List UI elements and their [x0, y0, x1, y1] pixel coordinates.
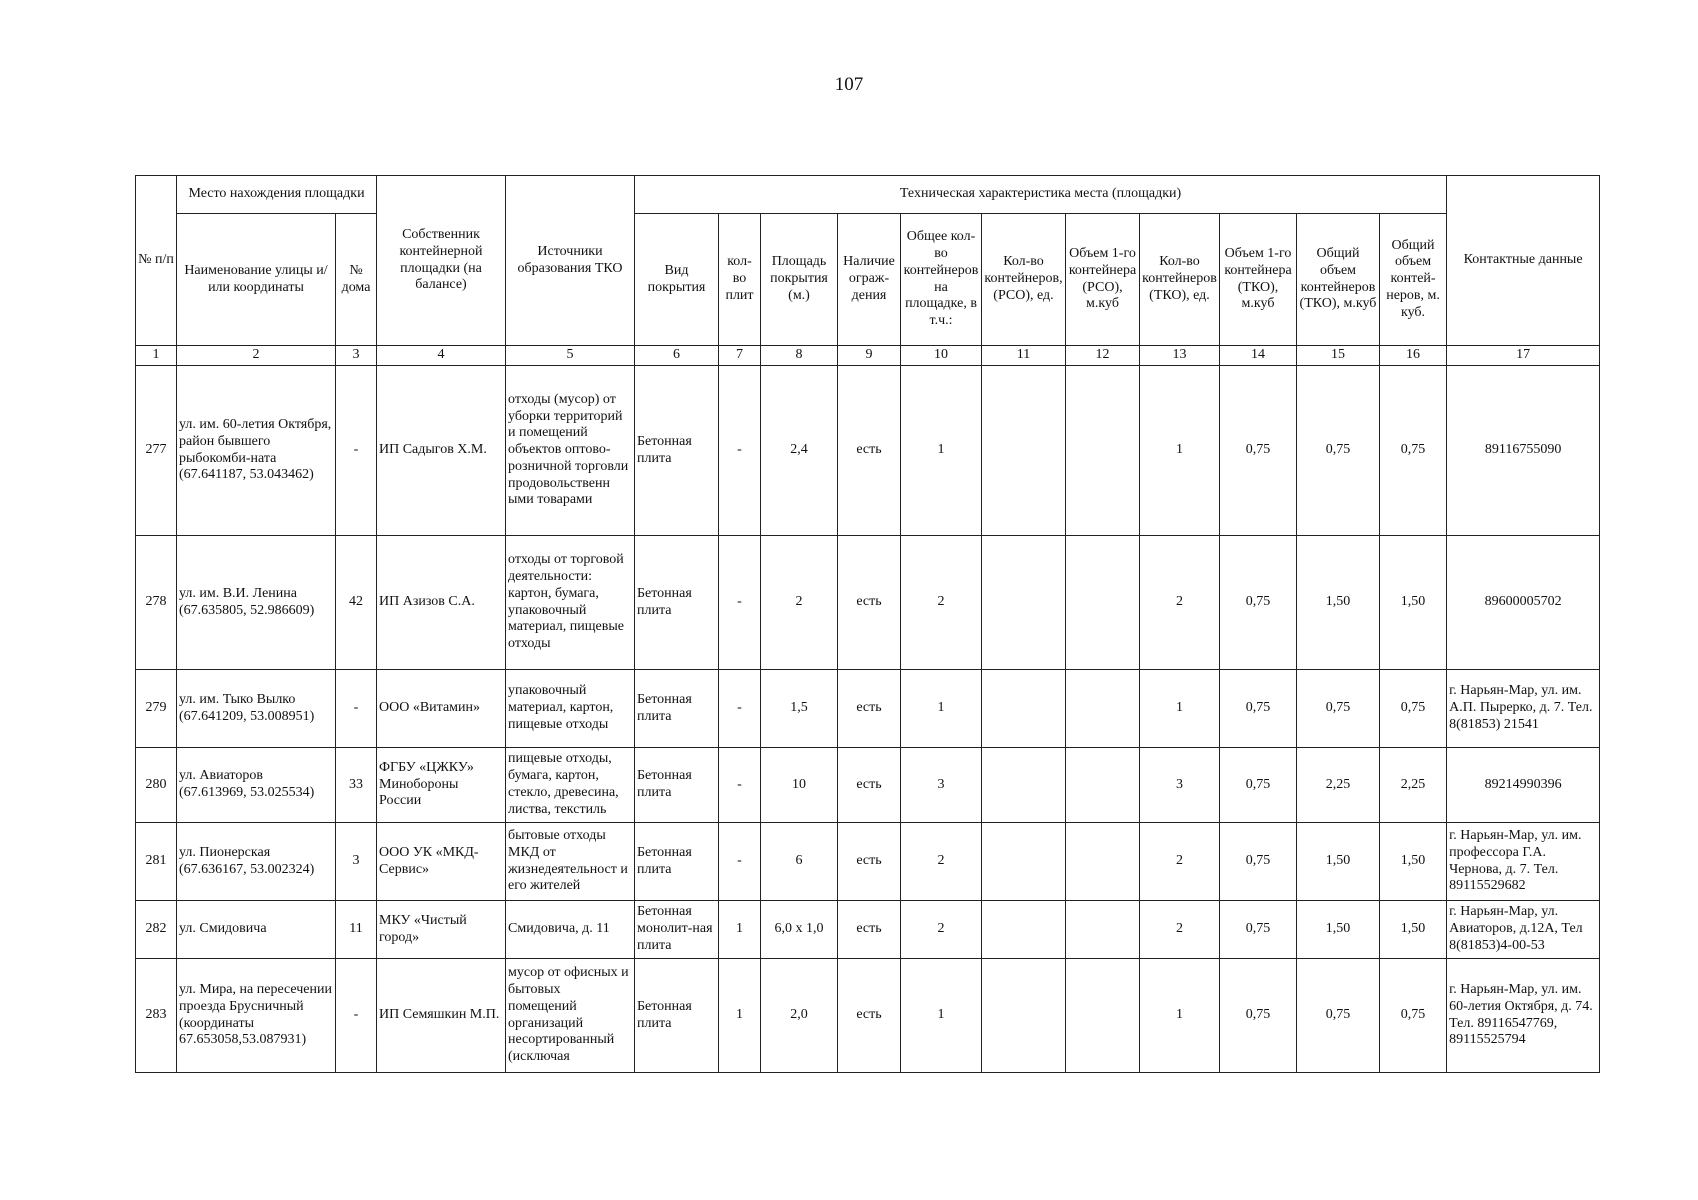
column-number: 6 [635, 346, 719, 366]
tko-volume-cell: 0,75 [1220, 748, 1297, 823]
sources-cell: отходы (мусор) от уборки территорий и помещений объектов оптово-розничной торговли продовольственн ыми товарами [506, 366, 635, 536]
owner-cell: ООО УК «МКД-Сервис» [377, 823, 506, 901]
header-tko-volume: Объем 1-го контейнера (ТКО), м.куб [1220, 214, 1297, 346]
column-number: 3 [336, 346, 377, 366]
container-sites-table [135, 175, 1600, 1073]
tko-total-volume-cell: 0,75 [1297, 959, 1380, 1073]
rso-count-cell [982, 901, 1066, 959]
column-number: 12 [1066, 346, 1140, 366]
rso-volume-cell [1066, 536, 1140, 670]
area-cell: 10 [761, 748, 838, 823]
row-number: 280 [136, 748, 177, 823]
street-cell: ул. Авиаторов (67.613969, 53.025534) [177, 748, 336, 823]
sources-cell: пищевые отходы, бумага, картон, стекло, древесина, листва, текстиль [506, 748, 635, 823]
total-volume-cell: 1,50 [1380, 536, 1447, 670]
tko-count-cell: 1 [1140, 670, 1220, 748]
tko-volume-cell: 0,75 [1220, 536, 1297, 670]
slabs-cell: - [719, 748, 761, 823]
fence-cell: есть [838, 536, 901, 670]
table-row [136, 366, 1600, 536]
column-number: 13 [1140, 346, 1220, 366]
total-volume-cell: 1,50 [1380, 823, 1447, 901]
header-street: Наименование улицы и/или координаты [177, 214, 336, 346]
cover-cell: Бетонная плита [635, 959, 719, 1073]
area-cell: 2,0 [761, 959, 838, 1073]
tko-volume-cell: 0,75 [1220, 670, 1297, 748]
slabs-cell: 1 [719, 959, 761, 1073]
fence-cell: есть [838, 823, 901, 901]
slabs-cell: - [719, 670, 761, 748]
slabs-cell: 1 [719, 901, 761, 959]
contacts-cell: г. Нарьян-Мар, ул. им. профессора Г.А. Чернова, д. 7. Тел. 89115529682 [1447, 823, 1600, 901]
total-containers-cell: 1 [901, 366, 982, 536]
row-number: 279 [136, 670, 177, 748]
cover-cell: Бетонная плита [635, 366, 719, 536]
cover-cell: Бетонная плита [635, 823, 719, 901]
street-cell: ул. им. Тыко Вылко (67.641209, 53.008951) [177, 670, 336, 748]
sources-cell: мусор от офисных и бытовых помещений организаций несортированный (исключая [506, 959, 635, 1073]
total-containers-cell: 2 [901, 823, 982, 901]
rso-count-cell [982, 959, 1066, 1073]
tko-total-volume-cell: 1,50 [1297, 536, 1380, 670]
house-cell: - [336, 366, 377, 536]
header-rso-volume: Объем 1-го контейнера (РСО), м.куб [1066, 214, 1140, 346]
street-cell: ул. им. В.И. Ленина (67.635805, 52.986609) [177, 536, 336, 670]
tko-volume-cell: 0,75 [1220, 901, 1297, 959]
sources-cell: бытовые отходы МКД от жизнедеятельност и его жителей [506, 823, 635, 901]
cover-cell: Бетонная плита [635, 670, 719, 748]
street-cell: ул. Пионерская (67.636167, 53.002324) [177, 823, 336, 901]
area-cell: 2 [761, 536, 838, 670]
total-containers-cell: 1 [901, 959, 982, 1073]
header-total-containers: Общее кол-во контейнеров на площадке, в т.ч.: [901, 214, 982, 346]
header-fence: Наличие ограж-дения [838, 214, 901, 346]
fence-cell: есть [838, 670, 901, 748]
total-volume-cell: 0,75 [1380, 959, 1447, 1073]
area-cell: 2,4 [761, 366, 838, 536]
cover-cell: Бетонная плита [635, 748, 719, 823]
table-row [136, 670, 1600, 748]
column-number: 16 [1380, 346, 1447, 366]
cover-cell: Бетонная монолит-ная плита [635, 901, 719, 959]
rso-count-cell [982, 670, 1066, 748]
column-number: 4 [377, 346, 506, 366]
fence-cell: есть [838, 366, 901, 536]
area-cell: 6,0 х 1,0 [761, 901, 838, 959]
tko-count-cell: 2 [1140, 536, 1220, 670]
tko-count-cell: 3 [1140, 748, 1220, 823]
header-tko-count: Кол-во контейнеров (ТКО), ед. [1140, 214, 1220, 346]
house-cell: 42 [336, 536, 377, 670]
header-slabs: кол-во плит [719, 214, 761, 346]
rso-count-cell [982, 748, 1066, 823]
rso-volume-cell [1066, 959, 1140, 1073]
column-number: 1 [136, 346, 177, 366]
cover-cell: Бетонная плита [635, 536, 719, 670]
row-number: 278 [136, 536, 177, 670]
rso-volume-cell [1066, 366, 1140, 536]
fence-cell: есть [838, 959, 901, 1073]
table-row [136, 823, 1600, 901]
rso-volume-cell [1066, 748, 1140, 823]
contacts-cell: 89600005702 [1447, 536, 1600, 670]
contacts-cell: г. Нарьян-Мар, ул. им. 60-летия Октября, д. 74. Тел. 89116547769, 89115525794 [1447, 959, 1600, 1073]
contacts-cell: 89116755090 [1447, 366, 1600, 536]
header-cover-type: Вид покрытия [635, 214, 719, 346]
column-number: 2 [177, 346, 336, 366]
total-volume-cell: 0,75 [1380, 670, 1447, 748]
header-owner: Собственник контейнерной площадки (на балансе) [377, 176, 506, 346]
fence-cell: есть [838, 748, 901, 823]
tko-total-volume-cell: 0,75 [1297, 366, 1380, 536]
owner-cell: ООО «Витамин» [377, 670, 506, 748]
tko-count-cell: 2 [1140, 823, 1220, 901]
rso-count-cell [982, 536, 1066, 670]
rso-volume-cell [1066, 823, 1140, 901]
house-cell: 33 [336, 748, 377, 823]
column-number: 17 [1447, 346, 1600, 366]
column-number: 9 [838, 346, 901, 366]
tko-count-cell: 1 [1140, 959, 1220, 1073]
table-row [136, 536, 1600, 670]
total-containers-cell: 2 [901, 901, 982, 959]
header-location-group: Место нахождения площадки [177, 176, 377, 214]
column-number: 11 [982, 346, 1066, 366]
total-volume-cell: 0,75 [1380, 366, 1447, 536]
column-number: 7 [719, 346, 761, 366]
table-row [136, 901, 1600, 959]
header-sources: Источники образования ТКО [506, 176, 635, 346]
tko-volume-cell: 0,75 [1220, 959, 1297, 1073]
column-number: 14 [1220, 346, 1297, 366]
fence-cell: есть [838, 901, 901, 959]
rso-volume-cell [1066, 670, 1140, 748]
rso-count-cell [982, 823, 1066, 901]
row-number: 277 [136, 366, 177, 536]
owner-cell: ИП Азизов С.А. [377, 536, 506, 670]
tko-volume-cell: 0,75 [1220, 823, 1297, 901]
sources-cell: упаковочный материал, картон, пищевые отходы [506, 670, 635, 748]
header-total-volume: Общий объем контей-неров, м. куб. [1380, 214, 1447, 346]
header-house: № дома [336, 214, 377, 346]
header-contacts: Контактные данные [1447, 176, 1600, 346]
house-cell: 11 [336, 901, 377, 959]
header-rso-count: Кол-во контейнеров, (РСО), ед. [982, 214, 1066, 346]
owner-cell: ИП Садыгов Х.М. [377, 366, 506, 536]
tko-total-volume-cell: 1,50 [1297, 823, 1380, 901]
street-cell: ул. им. 60-летия Октября, район бывшего рыбокомби-ната (67.641187, 53.043462) [177, 366, 336, 536]
column-number: 10 [901, 346, 982, 366]
contacts-cell: 89214990396 [1447, 748, 1600, 823]
tko-count-cell: 1 [1140, 366, 1220, 536]
column-number: 5 [506, 346, 635, 366]
total-volume-cell: 1,50 [1380, 901, 1447, 959]
owner-cell: ИП Семяшкин М.П. [377, 959, 506, 1073]
header-tko-total-volume: Общий объем контейнеров (ТКО), м.куб [1297, 214, 1380, 346]
total-containers-cell: 3 [901, 748, 982, 823]
rso-volume-cell [1066, 901, 1140, 959]
slabs-cell: - [719, 366, 761, 536]
slabs-cell: - [719, 823, 761, 901]
owner-cell: МКУ «Чистый город» [377, 901, 506, 959]
column-number: 8 [761, 346, 838, 366]
column-number: 15 [1297, 346, 1380, 366]
rso-count-cell [982, 366, 1066, 536]
total-volume-cell: 2,25 [1380, 748, 1447, 823]
header-tech-group: Техническая характеристика места (площадки) [635, 176, 1447, 214]
street-cell: ул. Смидовича [177, 901, 336, 959]
house-cell: 3 [336, 823, 377, 901]
header-no: № п/п [136, 176, 177, 346]
tko-count-cell: 2 [1140, 901, 1220, 959]
header-area: Площадь покрытия (м.) [761, 214, 838, 346]
area-cell: 1,5 [761, 670, 838, 748]
row-number: 283 [136, 959, 177, 1073]
row-number: 281 [136, 823, 177, 901]
row-number: 282 [136, 901, 177, 959]
tko-total-volume-cell: 2,25 [1297, 748, 1380, 823]
street-cell: ул. Мира, на пересечении проезда Брусничный (координаты 67.653058,53.087931) [177, 959, 336, 1073]
page-number: 107 [834, 74, 864, 95]
sources-cell: отходы от торговой деятельности: картон, бумага, упаковочный материал, пищевые отходы [506, 536, 635, 670]
table-row [136, 748, 1600, 823]
sources-cell: Смидовича, д. 11 [506, 901, 635, 959]
tko-volume-cell: 0,75 [1220, 366, 1297, 536]
area-cell: 6 [761, 823, 838, 901]
contacts-cell: г. Нарьян-Мар, ул. им. А.П. Пырерко, д. 7. Тел. 8(81853) 21541 [1447, 670, 1600, 748]
slabs-cell: - [719, 536, 761, 670]
contacts-cell: г. Нарьян-Мар, ул. Авиаторов, д.12А, Тел 8(81853)4-00-53 [1447, 901, 1600, 959]
owner-cell: ФГБУ «ЦЖКУ» Минобороны России [377, 748, 506, 823]
tko-total-volume-cell: 1,50 [1297, 901, 1380, 959]
total-containers-cell: 1 [901, 670, 982, 748]
tko-total-volume-cell: 0,75 [1297, 670, 1380, 748]
table-row [136, 959, 1600, 1073]
total-containers-cell: 2 [901, 536, 982, 670]
house-cell: - [336, 959, 377, 1073]
house-cell: - [336, 670, 377, 748]
